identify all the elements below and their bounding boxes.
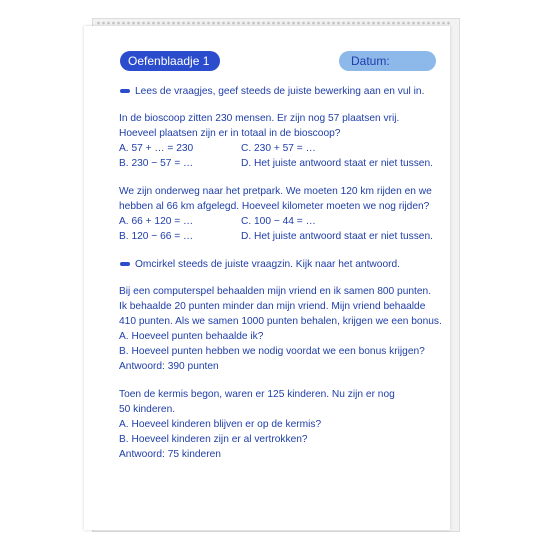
question-option-a[interactable]: A. Hoeveel kinderen blijven er op de kermis? [119,419,322,430]
instruction-2-text: Omcirkel steeds de juiste vraagzin. Kijk naar het antwoord. [135,259,400,270]
worksheet-title: Oefenblaadje 1 [120,51,220,71]
worksheet-page [84,26,450,530]
question-text-line: We zijn onderweg naar het pretpark. We moeten 120 km rijden en we [119,186,432,197]
answer-line: Antwoord: 75 kinderen [119,449,221,460]
bullet-dash-icon [120,262,130,266]
answer-options-row [119,229,449,244]
instruction-2 [119,257,449,272]
question-option-a[interactable]: A. Hoeveel punten behaalde ik? [119,331,264,342]
instruction-1 [119,84,449,99]
option-d: D. Het juiste antwoord staat er niet tussen. [241,158,433,169]
answer-line: Antwoord: 390 punten [119,361,219,372]
question-text-line: Bij een computerspel behaalden mijn vriend en ik samen 800 punten. [119,286,432,297]
option-b: B. 120 − 66 = … [119,231,194,242]
question-option-b[interactable]: B. Hoeveel punten hebben we nodig voordat we een bonus krijgen? [119,346,425,357]
answer-options-row [119,141,449,156]
option-c: C. 230 + 57 = … [241,143,316,154]
question-option-b[interactable]: B. Hoeveel kinderen zijn er al vertrokken? [119,434,308,445]
question-text-line: 50 kinderen. [119,404,176,415]
question-text-line: 410 punten. Als we samen 1000 punten behalen, krijgen we een bonus. [119,316,442,327]
bullet-dash-icon [120,89,130,93]
answer-options-row [119,156,449,171]
option-b: B. 230 − 57 = … [119,158,194,169]
question-text-line: Ik behaalde 20 punten minder dan mijn vriend. Mijn vriend behaalde [119,301,426,312]
option-c: C. 100 − 44 = … [241,216,316,227]
question-text-line: hebben al 66 km afgelegd. Hoeveel kilometer moeten we nog rijden? [119,201,430,212]
date-field[interactable]: Datum: [339,51,436,71]
option-d: D. Het juiste antwoord staat er niet tussen. [241,231,433,242]
question-text-line: Hoeveel plaatsen zijn er in totaal in de bioscoop? [119,128,341,139]
question-text-line: Toen de kermis begon, waren er 125 kinderen. Nu zijn er nog [119,389,395,400]
worksheet-content [119,84,449,462]
instruction-1-text: Lees de vraagjes, geef steeds de juiste bewerking aan en vul in. [135,86,425,97]
question-text-line: In de bioscoop zitten 230 mensen. Er zijn nog 57 plaatsen vrij. [119,113,400,124]
answer-options-row [119,214,449,229]
option-a: A. 57 + … = 230 [119,143,194,154]
option-a: A. 66 + 120 = … [119,216,194,227]
